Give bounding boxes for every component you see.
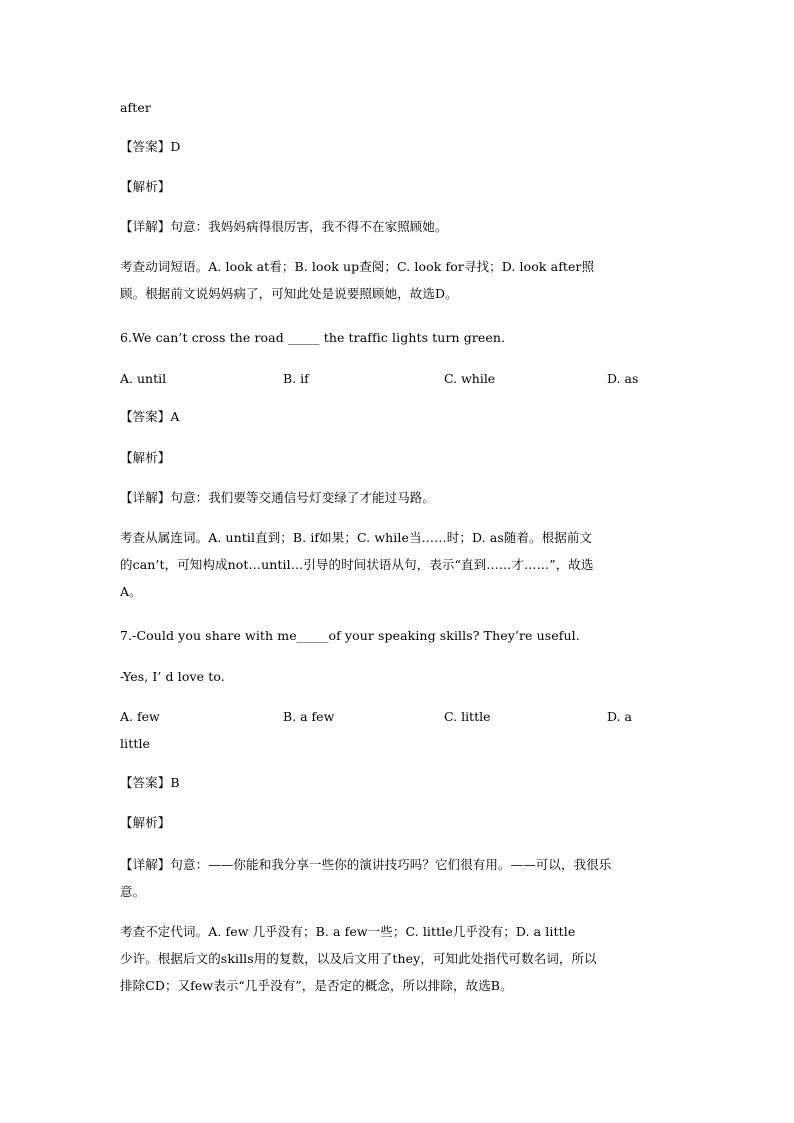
analysis-7-line2: 少许。根据后文的skills用的复数，以及后文用了they，可知此处指代可数名词，所以 bbox=[120, 951, 597, 966]
q7-option-c: C. little bbox=[444, 709, 491, 724]
q7-option-d-continuation: little bbox=[120, 736, 151, 751]
answer-6: 【答案】A bbox=[120, 409, 180, 424]
question-7: 7.-Could you share with me_____of your speaking skills? They’re useful. bbox=[120, 628, 580, 643]
explanation-7-line2: 意。 bbox=[120, 884, 146, 899]
q7-option-a: A. few bbox=[120, 709, 160, 724]
answer-5: 【答案】D bbox=[120, 139, 181, 154]
analysis-6-line1: 考查从属连词。A. until直到；B. if如果；C. while当……时；D. as随着。根据前文 bbox=[120, 530, 593, 545]
option-continuation: after bbox=[120, 100, 151, 115]
analysis-6-line3: A。 bbox=[120, 584, 142, 599]
analysis-6-line2: 的can’t，可知构成not…until…引导的时间状语从句，表示“直到……才……”，故选 bbox=[120, 557, 594, 572]
explanation-7-line1: 【详解】句意：——你能和我分享一些你的演讲技巧吗？它们很有用。——可以，我很乐 bbox=[120, 857, 612, 872]
explanation-5: 【详解】句意：我妈妈病得很厉害，我不得不在家照顾她。 bbox=[120, 219, 448, 234]
q6-option-b: B. if bbox=[283, 371, 309, 386]
q6-option-a: A. until bbox=[120, 371, 167, 386]
question-6: 6.We can’t cross the road _____ the traffic lights turn green. bbox=[120, 330, 506, 345]
question-7-reply: -Yes, I’ d love to. bbox=[120, 669, 225, 684]
explanation-6: 【详解】句意：我们要等交通信号灯变绿了才能过马路。 bbox=[120, 490, 436, 505]
analysis-7-line1: 考查不定代词。A. few 几乎没有；B. a few一些；C. little几乎没有；D. a little bbox=[120, 924, 576, 939]
analysis-heading-5: 【解析】 bbox=[120, 179, 171, 194]
answer-7: 【答案】B bbox=[120, 775, 180, 790]
q6-option-d: D. as bbox=[607, 371, 639, 386]
analysis-5-line2: 顾。根据前文说妈妈病了，可知此处是说要照顾她，故选D。 bbox=[120, 286, 458, 301]
analysis-7-line3: 排除CD；又few表示“几乎没有”，是否定的概念，所以排除，故选B。 bbox=[120, 978, 513, 993]
analysis-heading-6: 【解析】 bbox=[120, 450, 171, 465]
q6-option-c: C. while bbox=[444, 371, 496, 386]
q7-option-d: D. a bbox=[607, 709, 632, 724]
analysis-heading-7: 【解析】 bbox=[120, 815, 171, 830]
analysis-5-line1: 考查动词短语。A. look at看；B. look up查阅；C. look for寻找；D. look after照 bbox=[120, 259, 595, 274]
q7-option-b: B. a few bbox=[283, 709, 335, 724]
